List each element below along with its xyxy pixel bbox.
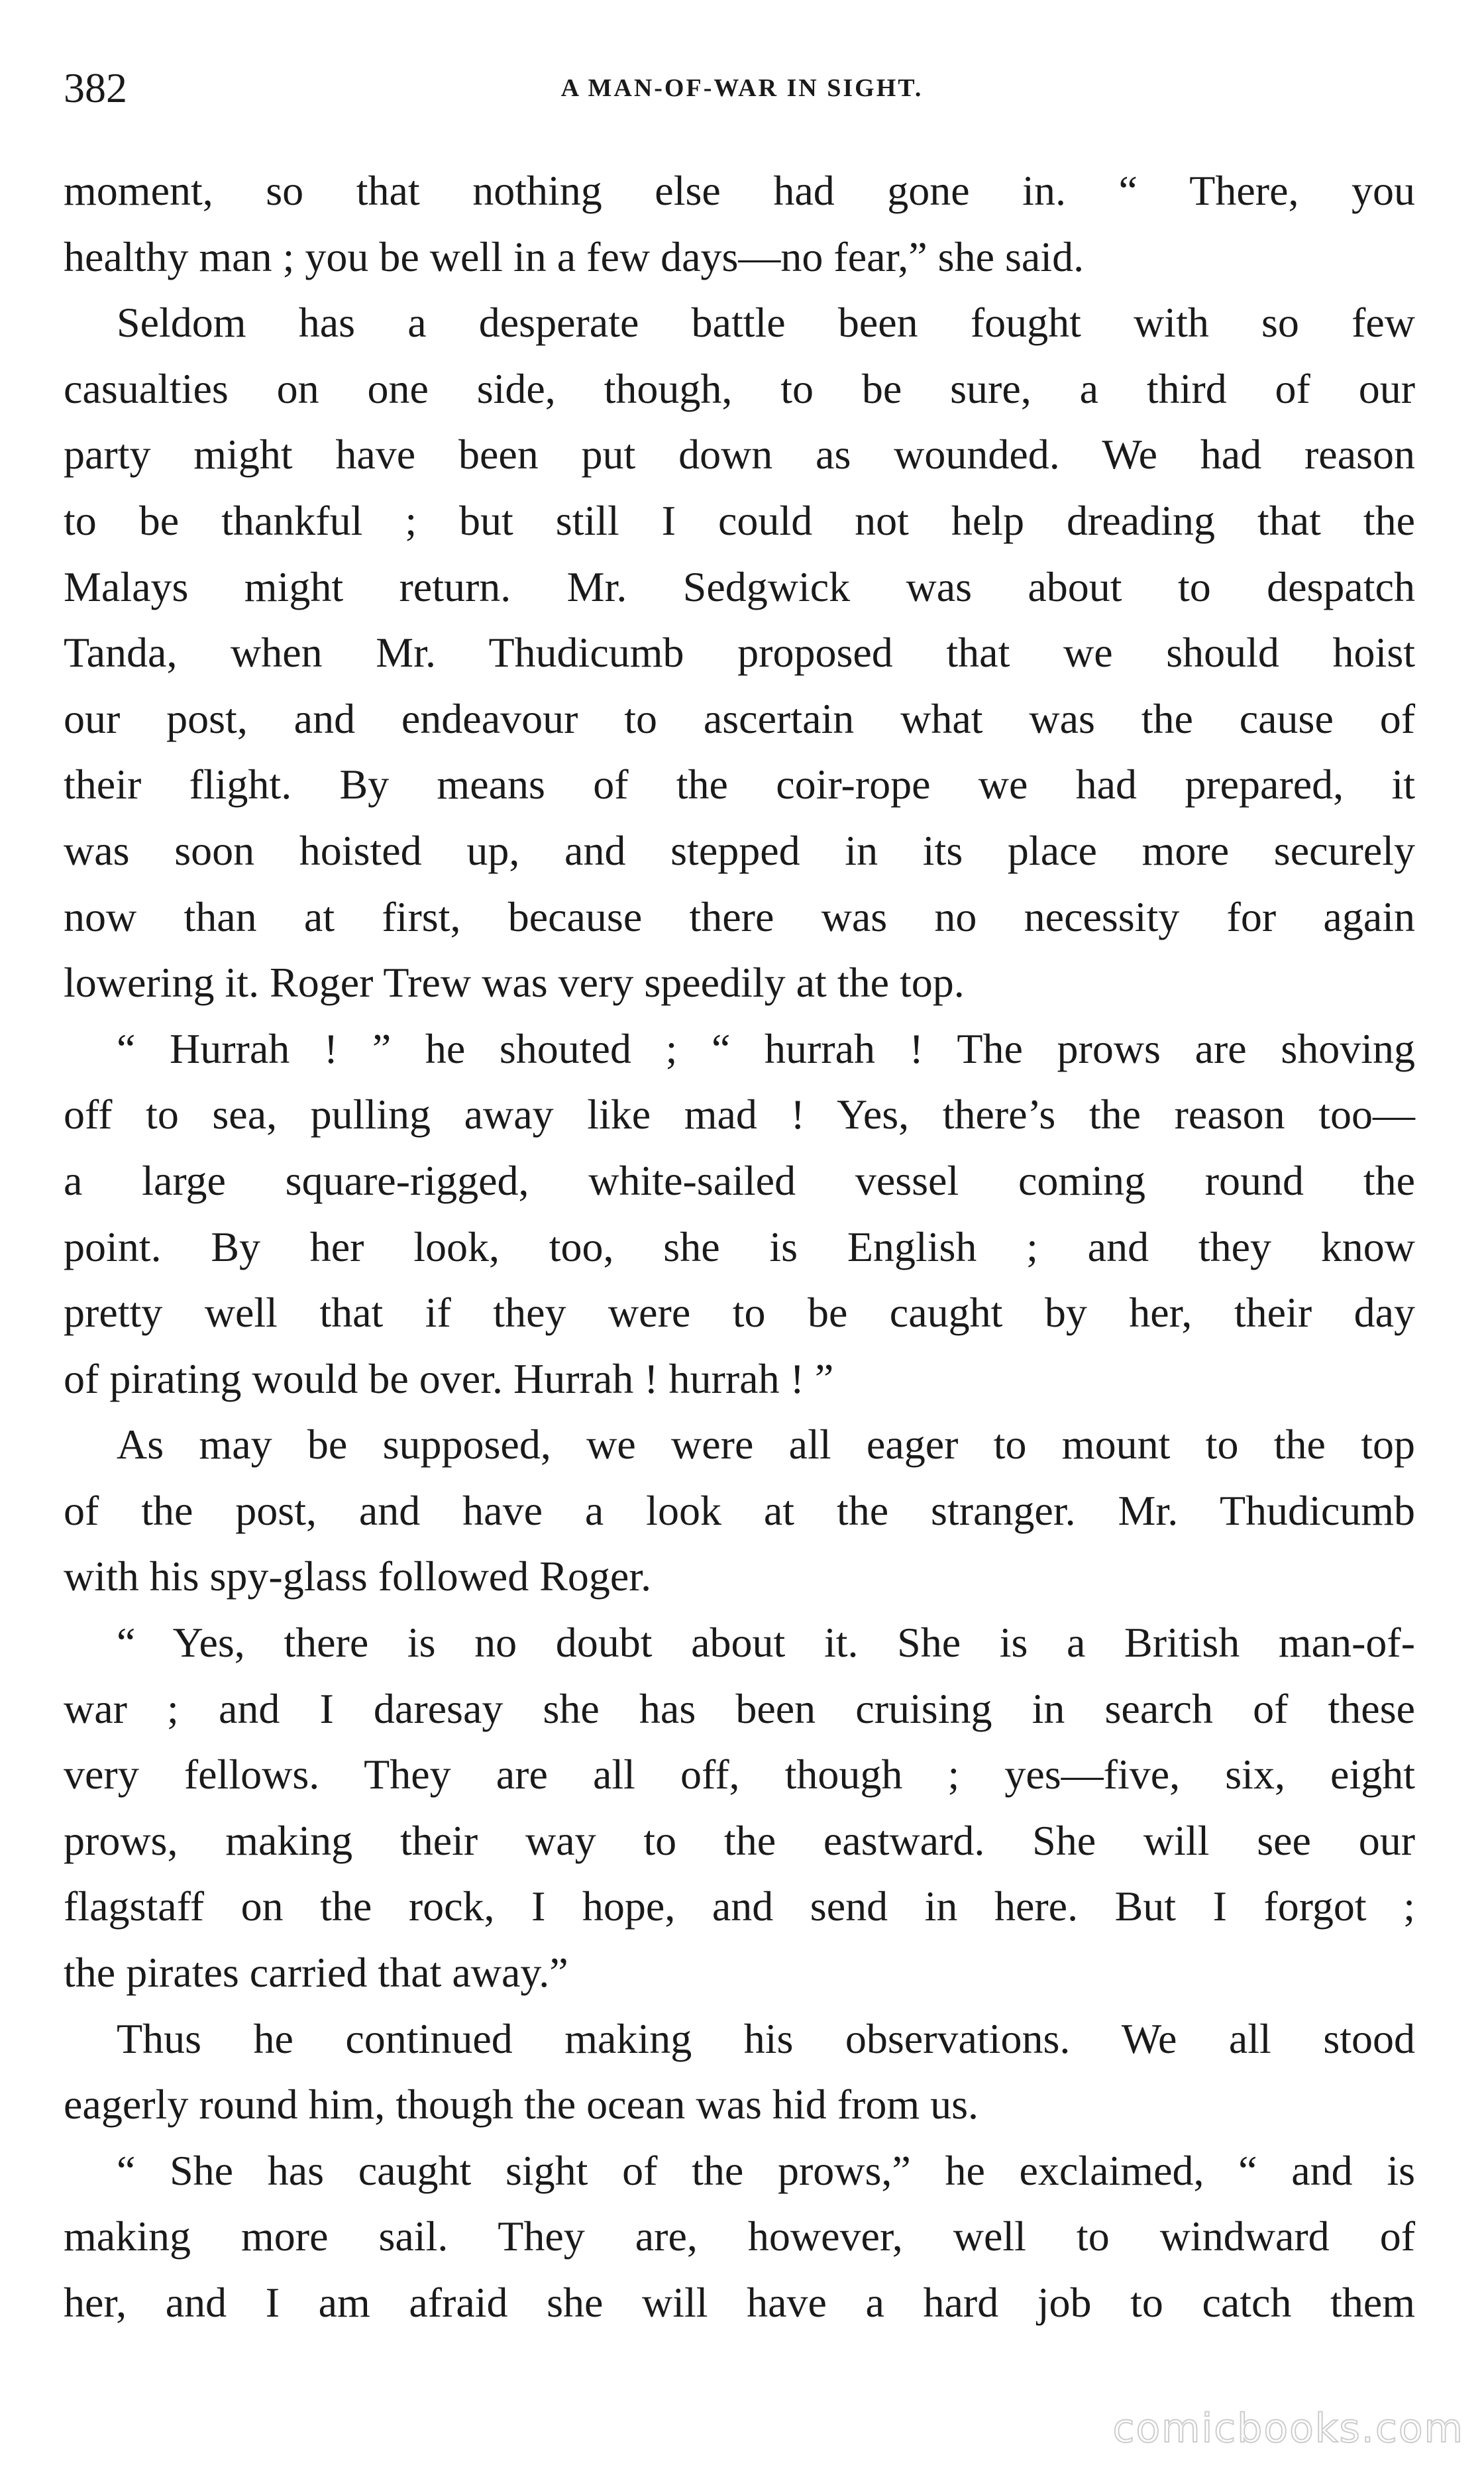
text-line: her, and I am afraid she will have a hard job to catch them bbox=[64, 2279, 1415, 2326]
text-line: pretty well that if they were to be caught by her, their day bbox=[64, 1289, 1415, 1337]
text-line: Seldom has a desperate battle been fought with so few bbox=[117, 299, 1415, 347]
text-line: healthy man ; you be well in a few days—no fear,” she said. bbox=[64, 233, 1085, 280]
text-line: of pirating would be over. Hurrah ! hurrah ! ” bbox=[64, 1354, 834, 1402]
text-line: “ She has caught sight of the prows,” he exclaimed, “ and is bbox=[117, 2146, 1415, 2194]
text-line: “ Hurrah ! ” he shouted ; “ hurrah ! The prows are shoving bbox=[117, 1024, 1415, 1072]
text-line: of the post, and have a look at the stranger. Mr. Thudicumb bbox=[64, 1486, 1415, 1534]
text-line: very fellows. They are all off, though ; yes—five, six, eight bbox=[64, 1751, 1415, 1798]
text-line: our post, and endeavour to ascertain what was the cause of bbox=[64, 694, 1415, 742]
text-line: their flight. By means of the coir-rope we had prepared, it bbox=[64, 761, 1415, 808]
text-line: casualties on one side, though, to be sure, a third of our bbox=[64, 364, 1415, 412]
running-title: A MAN-OF-WAR IN SIGHT. bbox=[560, 74, 924, 102]
text-line: Thus he continued making his observations. We all stood bbox=[117, 2014, 1415, 2062]
text-line: Malays might return. Mr. Sedgwick was about to despatch bbox=[64, 563, 1415, 610]
text-line: a large square-rigged, white-sailed vessel coming round the bbox=[64, 1156, 1415, 1204]
text-line: “ Yes, there is no doubt about it. She is a British man-of- bbox=[117, 1619, 1415, 1667]
text-line: eagerly round him, though the ocean was hid from us. bbox=[64, 2081, 979, 2128]
text-line: Tanda, when Mr. Thudicumb proposed that we should hoist bbox=[64, 629, 1415, 677]
text-line: party might have been put down as wounded. We had reason bbox=[64, 431, 1415, 478]
text-line: was soon hoisted up, and stepped in its place more securely bbox=[64, 826, 1415, 874]
text-line: now than at first, because there was no necessity for again bbox=[64, 893, 1415, 940]
text-line: moment, so that nothing else had gone in. “ There, you bbox=[64, 167, 1415, 214]
text-line: with his spy-glass followed Roger. bbox=[64, 1553, 652, 1600]
text-line: flagstaff on the rock, I hope, and send in here. But I forgot ; bbox=[64, 1883, 1415, 1930]
text-line: to be thankful ; but still I could not help dreading that the bbox=[64, 496, 1415, 544]
text-line: making more sail. They are, however, well to windward of bbox=[64, 2213, 1415, 2260]
page-number: 382 bbox=[64, 64, 127, 111]
text-line: the pirates carried that away.” bbox=[64, 1949, 568, 1997]
body-text bbox=[64, 158, 1415, 2336]
text-line: prows, making their way to the eastward. She will see our bbox=[64, 1816, 1415, 1864]
text-line: point. By her look, too, she is English ; and they know bbox=[64, 1223, 1415, 1270]
running-head bbox=[64, 58, 1420, 118]
text-line: war ; and I daresay she has been cruising in search of these bbox=[64, 1684, 1415, 1732]
text-line: As may be supposed, we were all eager to mount to the top bbox=[117, 1421, 1415, 1468]
text-line: lowering it. Roger Trew was very speedily at the top. bbox=[64, 959, 965, 1007]
text-line: off to sea, pulling away like mad ! Yes, there’s the reason too— bbox=[64, 1091, 1415, 1138]
watermark: comicbooks.com bbox=[1112, 2405, 1464, 2452]
